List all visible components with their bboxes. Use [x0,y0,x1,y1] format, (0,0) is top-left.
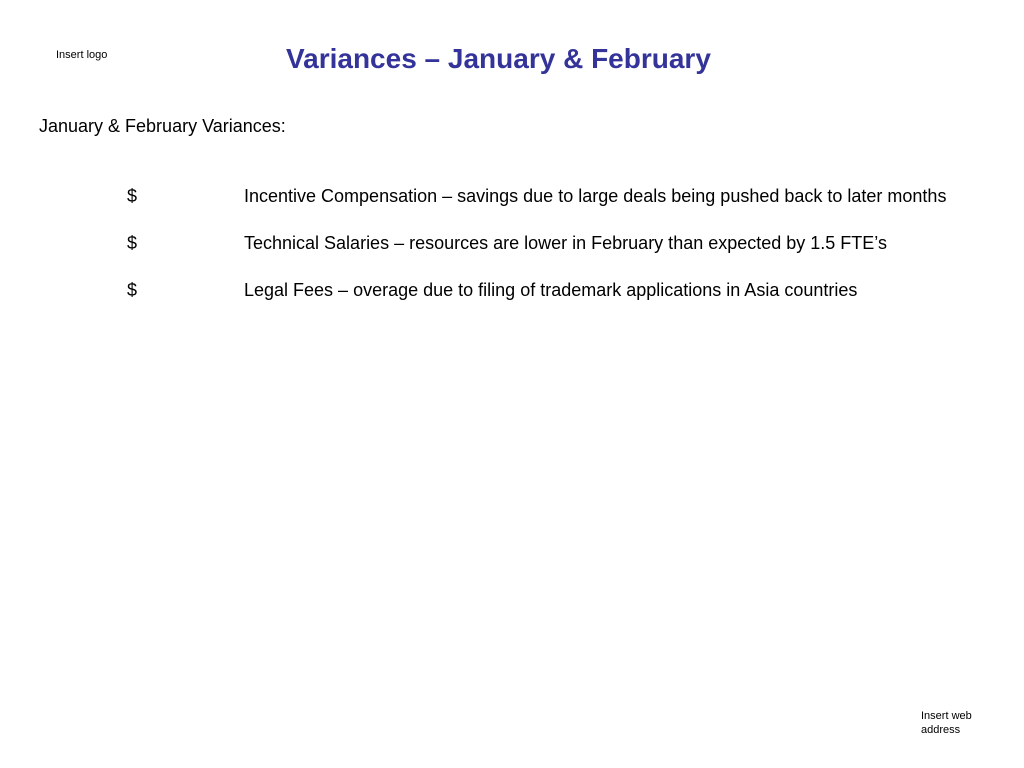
variance-item [0,233,1024,253]
dollar-bullet-icon: $ [127,233,138,253]
web-address-placeholder: Insert web address [921,710,972,736]
variance-text: Legal Fees – overage due to filing of trademark applications in Asia countries [244,280,858,300]
slide-title: Variances – January & February [286,43,711,74]
dollar-bullet-icon: $ [127,280,138,300]
intro-text: January & February Variances: [39,116,286,136]
dollar-bullet-icon: $ [127,186,138,206]
variance-text: Incentive Compensation – savings due to large deals being pushed back to later months [244,186,947,206]
logo-placeholder: Insert logo [56,49,108,61]
variance-text: Technical Salaries – resources are lower in February than expected by 1.5 FTE’s [244,233,887,253]
variance-list [0,186,1024,300]
variance-item [0,186,1024,206]
variance-item [0,280,1024,300]
